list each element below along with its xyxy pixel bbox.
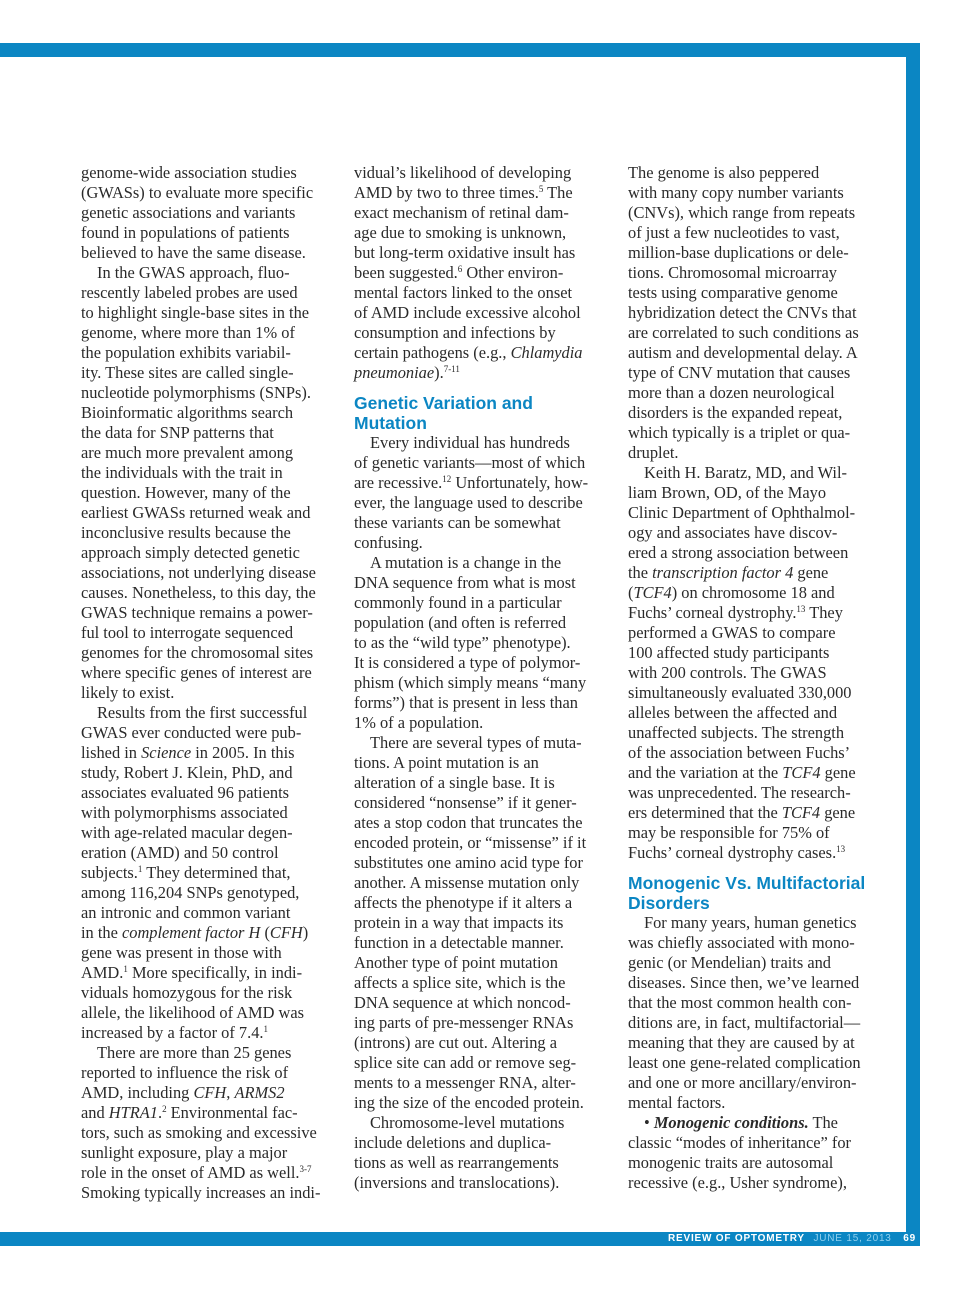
text-line: exact mechanism of retinal dam-: [354, 203, 569, 222]
text-line: Smoking typically increases an indi-: [81, 1183, 321, 1202]
text-line: the transcription factor 4 gene: [628, 563, 829, 582]
text-line: confusing.: [354, 533, 423, 552]
text-line: AMD by two to three times.$^5$ The: [354, 183, 573, 202]
text-line: tions. A point mutation is an: [354, 753, 539, 772]
text-line: genomes for the chromosomal sites: [81, 643, 314, 662]
section-heading: Monogenic Vs. Multifactorial: [628, 873, 866, 893]
text-line: ments to a messenger RNA, alter-: [354, 1073, 576, 1092]
text-line: causes. Nonetheless, to this day, the: [81, 583, 316, 602]
text-line: rescently labeled probes are used: [81, 283, 298, 302]
text-line: protein in a way that impacts its: [354, 913, 564, 932]
text-line: There are several types of muta-: [370, 733, 582, 752]
text-column-2: [354, 163, 606, 1193]
text-line: affects the phenotype if it alters a: [354, 893, 573, 912]
text-line: associates evaluated 96 patients: [81, 783, 289, 802]
text-line: and HTRA1.$^2$ Environmental fac-: [81, 1103, 298, 1122]
text-line: with age-related macular degen-: [81, 823, 293, 842]
text-line: affects a splice site, which is the: [354, 973, 566, 992]
text-line: A mutation is a change in the: [370, 553, 562, 572]
text-line: study, Robert J. Klein, PhD, and: [81, 763, 293, 782]
text-line: are much more prevalent among: [81, 443, 294, 462]
text-line: phism (which simply means “many: [354, 673, 587, 692]
text-line: ers determined that the TCF4 gene: [628, 803, 856, 822]
text-line: substitutes one amino acid type for: [354, 853, 583, 872]
text-line: to as the “wild type” phenotype).: [354, 633, 571, 652]
text-line: lished in Science in 2005. In this: [81, 743, 295, 762]
text-line: are recessive.$^{12}$ Unfortunately, how-: [354, 473, 589, 492]
text-line: that the most common health con-: [628, 993, 852, 1012]
publication-name: REVIEW OF OPTOMETRY: [667, 1233, 805, 1244]
text-line: with 200 controls. The GWAS: [628, 663, 827, 682]
text-line: Bioinformatic algorithms search: [81, 403, 294, 422]
text-line: tors, such as smoking and excessive: [81, 1123, 317, 1142]
text-line: (CNVs), which range from repeats: [628, 203, 856, 222]
text-line: sunlight exposure, play a major: [81, 1143, 288, 1162]
text-line: ates a stop codon that truncates the: [354, 813, 583, 832]
text-line: alleles between the affected and: [628, 703, 838, 722]
text-line: hybridization detect the CNVs that: [628, 303, 857, 322]
text-line: monogenic traits are autosomal: [628, 1153, 834, 1172]
text-line: splice site can add or remove seg-: [354, 1053, 577, 1072]
text-line: in the complement factor H (CFH): [81, 923, 309, 942]
text-line: was unprecedented. The research-: [628, 783, 851, 802]
text-line: the individuals with the trait in: [81, 463, 283, 482]
text-line: may be responsible for 75% of: [628, 823, 830, 842]
text-line: associations, not underlying disease: [81, 563, 316, 582]
text-line: of the association between Fuchs’: [628, 743, 851, 762]
text-line: Keith H. Baratz, MD, and Wil-: [644, 463, 847, 482]
text-line: AMD.$^1$ More specifically, in indi-: [81, 963, 303, 982]
text-line: found in populations of patients: [81, 223, 290, 242]
text-line: tions. Chromosomal microarray: [628, 263, 837, 282]
section-heading: Mutation: [354, 413, 427, 433]
text-line: The genome is also peppered: [628, 163, 820, 182]
text-line: It is considered a type of polymor-: [354, 653, 581, 672]
text-line: recessive (e.g., Usher syndrome),: [628, 1173, 847, 1192]
text-line: performed a GWAS to compare: [628, 623, 836, 642]
text-line: an intronic and common variant: [81, 903, 291, 922]
text-line: disorders is the expanded repeat,: [628, 403, 843, 422]
page-footer: [668, 1232, 916, 1246]
section-heading: Genetic Variation and: [354, 393, 533, 413]
text-line: with polymorphisms associated: [81, 803, 288, 822]
text-line: of AMD include excessive alcohol: [354, 303, 581, 322]
text-line: approach simply detected genetic: [81, 543, 300, 562]
text-line: • Monogenic conditions. The: [644, 1113, 838, 1132]
text-line: Results from the first successful: [97, 703, 308, 722]
text-line: commonly found in a particular: [354, 593, 562, 612]
text-line: ered a strong association between: [628, 543, 849, 562]
text-line: tests using comparative genome: [628, 283, 838, 302]
text-line: DNA sequence from what is most: [354, 573, 576, 592]
text-line: vidual’s likelihood of developing: [354, 163, 572, 182]
text-line: the data for SNP patterns that: [81, 423, 274, 442]
text-line: believed to have the same disease.: [81, 243, 306, 262]
text-line: unaffected subjects. The strength: [628, 723, 845, 742]
text-line: another. A missense mutation only: [354, 873, 580, 892]
text-line: ful tool to interrogate sequenced: [81, 623, 294, 642]
text-line: In the GWAS approach, fluo-: [97, 263, 290, 282]
text-line: inconclusive results because the: [81, 523, 291, 542]
text-line: are correlated to such conditions as: [628, 323, 859, 342]
text-line: tions as well as rearrangements: [354, 1153, 559, 1172]
text-line: to highlight single-base sites in the: [81, 303, 310, 322]
text-line: these variants can be somewhat: [354, 513, 561, 532]
text-line: type of CNV mutation that causes: [628, 363, 851, 382]
text-line: considered “nonsense” if it gener-: [354, 793, 577, 812]
text-line: 100 affected study participants: [628, 643, 830, 662]
text-line: role in the onset of AMD as well.$^{3-7}$: [81, 1163, 312, 1182]
text-line: gene was present in those with: [81, 943, 282, 962]
text-line: ditions are, in fact, multifactorial—: [628, 1013, 861, 1032]
text-line: ity. These sites are called single-: [81, 363, 294, 382]
text-line: include deletions and duplica-: [354, 1133, 552, 1152]
text-line: genome, where more than 1% of: [81, 323, 295, 342]
top-accent-bar: [0, 43, 920, 57]
issue-date: JUNE 15, 2013: [813, 1233, 892, 1244]
text-line: (GWASs) to evaluate more specific: [81, 183, 314, 202]
text-line: 1% of a population.: [354, 713, 484, 732]
text-line: meaning that they are caused by at: [628, 1033, 855, 1052]
text-line: and one or more ancillary/environ-: [628, 1073, 857, 1092]
text-line: druplet.: [628, 443, 679, 462]
text-line: Fuchs’ corneal dystrophy cases.$^{13}$: [628, 843, 846, 862]
text-line: increased by a factor of 7.4.$^1$: [81, 1023, 268, 1042]
right-accent-bar: [906, 43, 920, 1246]
text-line: among 116,204 SNPs genotyped,: [81, 883, 300, 902]
text-line: simultaneously evaluated 330,000: [628, 683, 852, 702]
text-column-1: [81, 163, 337, 1203]
text-line: classic “modes of inheritance” for: [628, 1133, 851, 1152]
text-line: which typically is a triplet or qua-: [628, 423, 851, 442]
text-line: genetic associations and variants: [81, 203, 296, 222]
text-line: reported to influence the risk of: [81, 1063, 289, 1082]
text-line: genome-wide association studies: [81, 163, 297, 182]
text-line: Fuchs’ corneal dystrophy.$^{13}$ They: [628, 603, 843, 622]
text-line: alteration of a single base. It is: [354, 773, 555, 792]
text-line: more than a dozen neurological: [628, 383, 835, 402]
text-line: been suggested.$^6$ Other environ-: [354, 263, 564, 282]
text-line: GWAS ever conducted were pub-: [81, 723, 302, 742]
text-line: population (and often is referred: [354, 613, 567, 632]
text-line: encoded protein, or “missense” if it: [354, 833, 587, 852]
text-line: was chiefly associated with mono-: [628, 933, 855, 952]
text-line: diseases. Since then, we’ve learned: [628, 973, 860, 992]
text-line: (introns) are cut out. Altering a: [354, 1033, 558, 1052]
text-line: likely to exist.: [81, 683, 175, 702]
text-line: For many years, human genetics: [644, 913, 857, 932]
text-line: where specific genes of interest are: [81, 663, 312, 682]
text-line: subjects.$^1$ They determined that,: [81, 863, 291, 882]
text-line: eration (AMD) and 50 control: [81, 843, 279, 862]
section-spacer: [354, 383, 606, 393]
text-line: forms”) that is present in less than: [354, 693, 578, 712]
text-line: DNA sequence at which noncod-: [354, 993, 571, 1012]
text-line: question. However, many of the: [81, 483, 291, 502]
text-line: genic (or Mendelian) traits and: [628, 953, 831, 972]
text-line: (inversions and translocations).: [354, 1173, 560, 1192]
text-line: liam Brown, OD, of the Mayo: [628, 483, 827, 502]
text-line: with many copy number variants: [628, 183, 844, 202]
text-line: ing parts of pre-messenger RNAs: [354, 1013, 574, 1032]
text-line: GWAS technique remains a power-: [81, 603, 313, 622]
text-line: the population exhibits variabil-: [81, 343, 291, 362]
text-line: function in a detectable manner.: [354, 933, 564, 952]
text-line: least one gene-related complication: [628, 1053, 861, 1072]
text-line: allele, the likelihood of AMD was: [81, 1003, 305, 1022]
text-line: ever, the language used to describe: [354, 493, 583, 512]
text-line: ing the size of the encoded protein.: [354, 1093, 584, 1112]
section-spacer: [628, 863, 878, 873]
section-heading: Disorders: [628, 893, 710, 913]
text-line: but long-term oxidative insult has: [354, 243, 576, 262]
text-line: age due to smoking is unknown,: [354, 223, 567, 242]
text-line: of genetic variants—most of which: [354, 453, 586, 472]
text-line: viduals homozygous for the risk: [81, 983, 293, 1002]
text-line: earliest GWASs returned weak and: [81, 503, 311, 522]
text-column-3: [628, 163, 878, 1193]
text-line: certain pathogens (e.g., Chlamydia: [354, 343, 583, 362]
text-line: and the variation at the TCF4 gene: [628, 763, 856, 782]
text-line: Every individual has hundreds: [370, 433, 570, 452]
page-number: 69: [903, 1233, 916, 1244]
text-line: mental factors linked to the onset: [354, 283, 573, 302]
text-line: Chromosome-level mutations: [370, 1113, 565, 1132]
text-line: Another type of point mutation: [354, 953, 558, 972]
text-line: consumption and infections by: [354, 323, 556, 342]
text-line: million-base duplications or dele-: [628, 243, 849, 262]
text-line: autism and developmental delay. A: [628, 343, 858, 362]
text-line: There are more than 25 genes: [97, 1043, 292, 1062]
text-line: pneumoniae).$^{7-11}$: [354, 363, 460, 382]
text-line: of just a few nucleotides to vast,: [628, 223, 840, 242]
text-line: ogy and associates have discov-: [628, 523, 838, 542]
text-line: Clinic Department of Ophthalmol-: [628, 503, 856, 522]
text-line: nucleotide polymorphisms (SNPs).: [81, 383, 311, 402]
text-line: (TCF4) on chromosome 18 and: [628, 583, 835, 602]
text-line: AMD, including CFH, ARMS2: [81, 1083, 285, 1102]
text-line: mental factors.: [628, 1093, 726, 1112]
